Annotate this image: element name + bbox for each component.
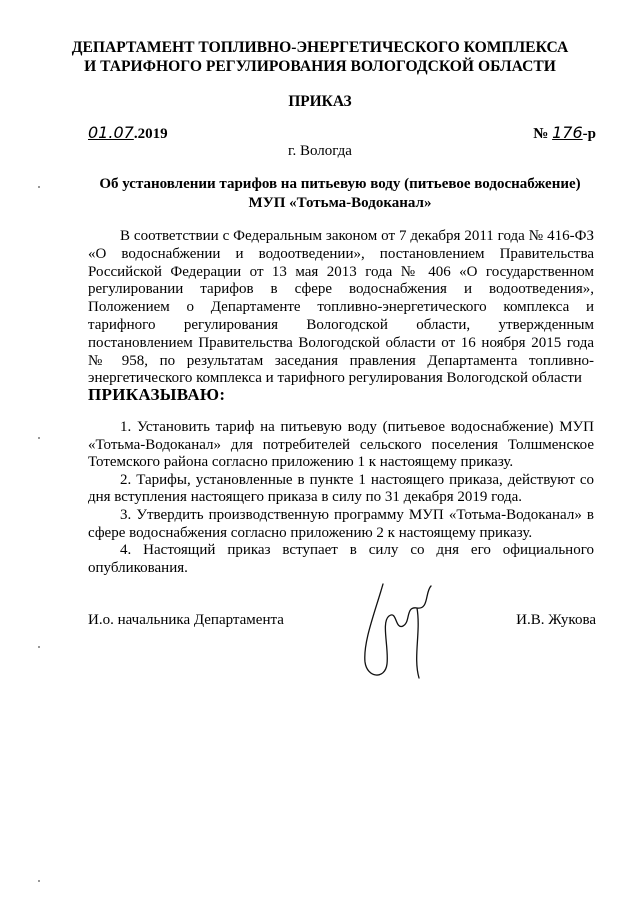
- margin-mark: [38, 646, 40, 648]
- order-item-1: 1. Установить тариф на питьевую воду (питьевое водоснабжение) МУП «Тотьма-Водоканал» для потребителей сельского поселения Толшменское Тотемского района согласно приложению 1 к настоящему приказу.: [88, 419, 594, 471]
- handwritten-number: 176: [552, 123, 583, 142]
- department-line-1: ДЕПАРТАМЕНТ ТОПЛИВНО-ЭНЕРГЕТИЧЕСКОГО КОМПЛЕКСА: [71, 39, 569, 56]
- order-item-3: 3. Утвердить производственную программу МУП «Тотьма-Водоканал» в сфере водоснабжения согласно приложению 2 к настоящему приказу.: [88, 506, 594, 541]
- order-items: [88, 419, 594, 577]
- order-number: [533, 123, 596, 143]
- number-prefix: №: [533, 126, 553, 142]
- handwritten-signature: [355, 582, 445, 682]
- order-item-2: 2. Тарифы, установленные в пункте 1 настоящего приказа, действуют со дня вступления настоящего приказа в силу по 31 декабря 2019 года.: [88, 471, 594, 506]
- city: г. Вологда: [288, 143, 352, 159]
- handwritten-date: 01.07: [88, 123, 134, 142]
- order-word: ПРИКАЗЫВАЮ:: [88, 385, 226, 404]
- department-line-2: И ТАРИФНОГО РЕГУЛИРОВАНИЯ ВОЛОГОДСКОЙ ОБЛАСТИ: [84, 58, 556, 75]
- margin-mark: [38, 880, 40, 882]
- order-date: [88, 123, 168, 143]
- margin-mark: [38, 186, 40, 188]
- date-year: .2019: [133, 126, 168, 142]
- document-type: ПРИКАЗ: [288, 93, 352, 110]
- signatory-name: И.В. Жукова: [516, 612, 596, 628]
- number-suffix: -р: [582, 126, 596, 142]
- preamble: [88, 228, 594, 388]
- signatory-position: И.о. начальника Департамента: [88, 612, 284, 628]
- preamble-paragraph: В соответствии с Федеральным законом от 7 декабря 2011 года № 416-ФЗ «О водоснабжении и водоотведении», постановлением Правительства Российской Федерации от 13 мая 2013 года № 406 «О государственном регулировании тарифов в сфере водоснабжения и водоотведения», Положением о Департаменте топливно-энергетического комплекса и тарифного регулирования Вологодской области, утвержденным постановлением Правительства Вологодской области от 16 ноября 2015 года № 958, по результатам заседания правления Департамента топливно-энергетического комплекса и тарифного регулирования Вологодской области: [88, 228, 594, 387]
- order-item-4: 4. Настоящий приказ вступает в силу со дня его официального опубликования.: [88, 542, 594, 576]
- subject-line-2: МУП «Тотьма-Водоканал»: [248, 195, 432, 211]
- subject-line-1: Об установлении тарифов на питьевую воду (питьевое водоснабжение): [99, 176, 581, 192]
- margin-mark: [38, 437, 40, 439]
- order-subject: [90, 175, 590, 213]
- department-name: [60, 38, 580, 76]
